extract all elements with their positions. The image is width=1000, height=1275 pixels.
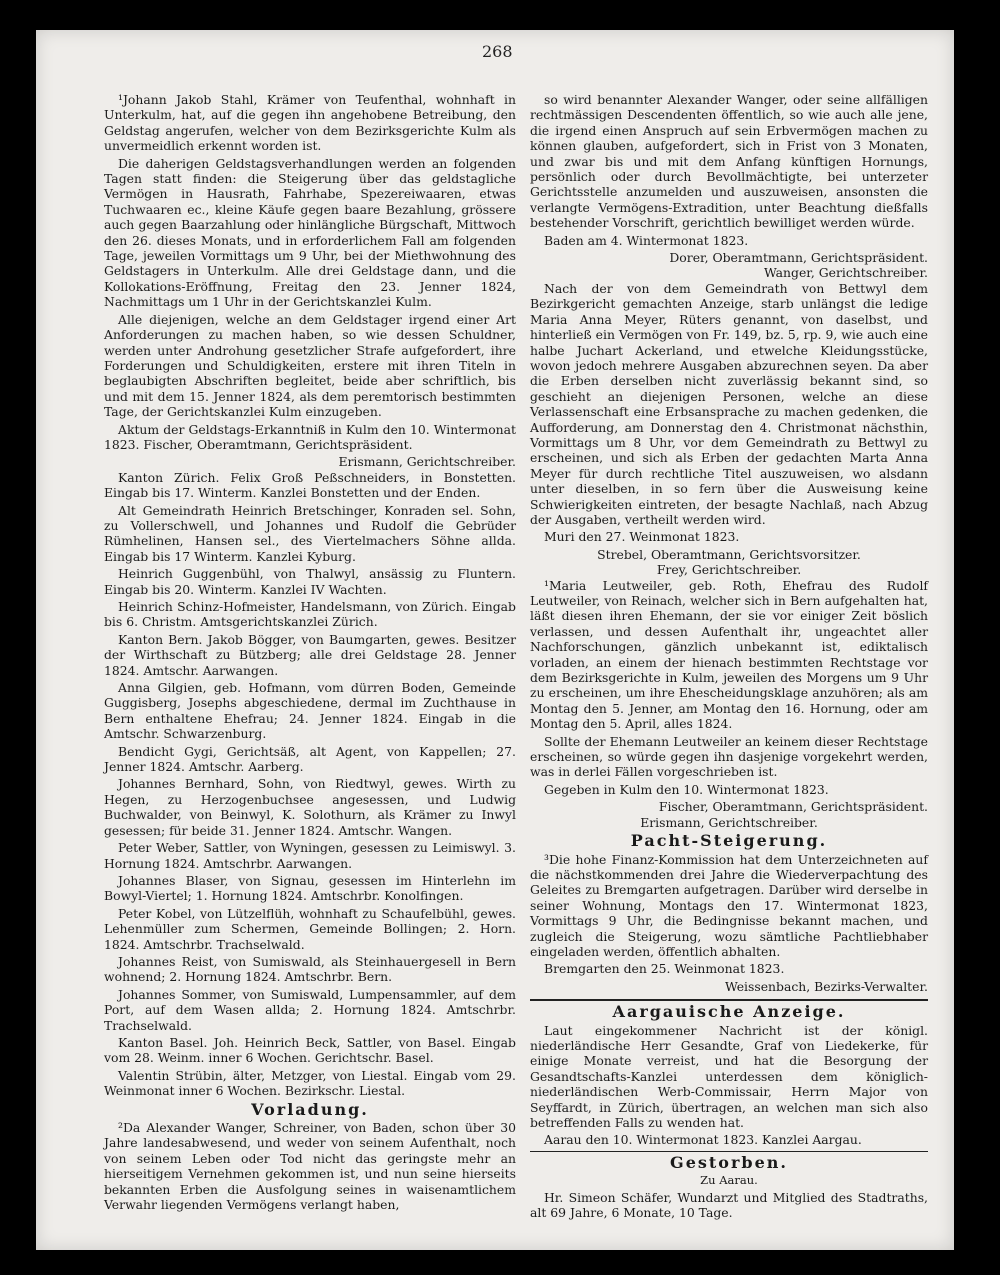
text-paragraph: Johannes Sommer, von Sumiswald, Lumpensammler, auf dem Port, auf dem Wasen allda; 2. Hornung 1824. Amtschrbr. Trachselwald. <box>104 986 516 1033</box>
section-heading: Vorladung. <box>251 1099 369 1119</box>
text-paragraph: Muri den 27. Weinmonat 1823. <box>544 529 740 545</box>
section-subheading: Zu Aarau. <box>700 1173 758 1188</box>
right-column <box>530 92 928 1221</box>
text-paragraph: Nach der von dem Gemeindrath von Bettwyl dem Bezirkgericht gemachten Anzeige, starb unlängst die ledige Maria Anna Meyer, Rüters genannt, von daselbst, und hinterließ ein Vermögen von Fr. 149, bz. 5, rp. 9, wie auch eine halbe Juchart Ackerland, und etwelche Kleidungsstücke, wovon jedoch mehrere Ausgaben abzurechnen seyen. Da aber die Erben derselben nicht zuverlässig bekannt sind, so geschieht an diejenigen Personen, welche an diese Verlassenschaft eine Erbsansprache zu machen gedenken, die Aufforderung, am Donnerstag den 4. Christmonat nächsthin, Vormittags um 8 Uhr, vor dem Gemeindrath zu Bettwyl zu erscheinen, und sich als Erben der gedachten Marta Anna Meyer für durch rechtliche Titel auszuweisen, wo alsdann unter dieselben, in so fern über die Ausweisung keine Schwierigkeiten eintreten, der besagte Nachlaß, nach Abzug der Ausgaben, vertheilt werden wird. <box>530 280 928 527</box>
text-paragraph: Aarau den 10. Wintermonat 1823. Kanzlei Aargau. <box>544 1132 862 1148</box>
section-divider <box>530 1151 928 1152</box>
section-divider <box>530 999 928 1001</box>
section-heading: Gestorben. <box>670 1152 788 1172</box>
signature-line: Strebel, Oberamtmann, Gerichtsvorsitzer. <box>597 546 861 562</box>
text-paragraph: Johannes Reist, von Sumiswald, als Steinhauergesell in Bern wohnend; 2. Hornung 1824. Amtschrbr. Bern. <box>104 953 516 985</box>
text-paragraph: ¹Johann Jakob Stahl, Krämer von Teufenthal, wohnhaft in Unterkulm, hat, auf die gegen ihn angehobene Betreibung, den Geldstag angerufen, welcher von dem Bezirksgerichte Kulm als unvermeidlich erkennt worden ist. <box>104 92 516 154</box>
page-number: 268 <box>482 42 513 61</box>
text-paragraph: Johannes Blaser, von Signau, gesessen im Hinterlehn im Bowyl-Viertel; 1. Hornung 1824. Amtschrbr. Konolfingen. <box>104 872 516 904</box>
text-paragraph: Gegeben in Kulm den 10. Wintermonat 1823. <box>544 781 829 797</box>
text-paragraph: Alt Gemeindrath Heinrich Bretschinger, Konraden sel. Sohn, zu Vollerschwell, und Johannes und Rudolf die Gebrüder Rümhelinen, Hansen sel., des Viertelmachers Söhne allda. Eingab bis 17 Winterm. Kanzlei Kyburg. <box>104 502 516 564</box>
text-paragraph: Die daherigen Geldstagsverhandlungen werden an folgenden Tagen statt finden: die Steigerung über das geldstagliche Vermögen in Hausrath, Fahrhabe, Spezereiwaaren, etwas Tuchwaaren ec., kleine Käufe gegen baare Bezahlung, grössere auch gegen Baarzahlung oder hinlängliche Bürgschaft, Mittwoch den 26. dieses Monats, und in erforderlichem Fall am folgenden Tage, jeweilen Vormittags um 9 Uhr, bei der Miethwohnung des Geldstagers in Unterkulm. Alle drei Geldstage dann, und die Kollokations-Eröffnung, Freitag den 23. Jenner 1824, Nachmittags um 1 Uhr in der Gerichtskanzlei Kulm. <box>104 155 516 310</box>
text-paragraph: Kanton Bern. Jakob Bögger, von Baumgarten, gewes. Besitzer der Wirthschaft zu Bützberg; alle drei Geldstage 28. Jenner 1824. Amtschr. Aarwangen. <box>104 631 516 678</box>
signature-line: Erismann, Gerichtschreiber. <box>338 454 516 470</box>
text-paragraph: ²Da Alexander Wanger, Schreiner, von Baden, schon über 30 Jahre landesabwesend, und weder von seinem Aufenthalt, noch von seinem Leben oder Tod nicht das geringste mehr an hierseitigem Vernehmen gekommen ist, und nun seine hierseits bekannten Erben die Ausfolgung seines in waisenamtlichem Verwahr liegenden Vermögens verlangt haben, <box>104 1120 516 1213</box>
text-paragraph: so wird benannter Alexander Wanger, oder seine allfälligen rechtmässigen Descendenten öffentlich, so wie auch alle jene, die irgend einen Anspruch auf sein Erbvermögen machen zu können glauben, aufgefordert, sich in Frist von 3 Monaten, und zwar bis und mit dem Anfang künftigen Hornungs, persönlich oder durch Bevollmächtigte, bei unterzeter Gerichtsstelle anzumelden und auszuweisen, ansonsten die verlangte Vermögens-Extradition, unter Beachtung dießfalls bestehender Vorschrift, gerichtlich bewilliget werden würde. <box>530 92 928 231</box>
signature-line: Fischer, Oberamtmann, Gerichtspräsident. <box>658 799 928 815</box>
text-paragraph: Sollte der Ehemann Leutweiler an keinem dieser Rechtstage erscheinen, so würde gegen ihn dasjenige vorgekehrt werden, was in derlei Fällen vorgeschrieben ist. <box>530 733 928 780</box>
left-column <box>104 92 516 1213</box>
signature-line: Erismann, Gerichtschreiber. <box>640 814 818 830</box>
text-paragraph: Peter Kobel, von Lützelflüh, wohnhaft zu Schaufelbühl, gewes. Lehenmüller zum Schermen, Gemeinde Bollingen; 2. Horn. 1824. Amtschrbr. Trachselwald. <box>104 905 516 952</box>
text-paragraph: Hr. Simeon Schäfer, Wundarzt und Mitglied des Stadtraths, alt 69 Jahre, 6 Monate, 10 Tage. <box>530 1189 928 1221</box>
text-paragraph: ³Die hohe Finanz-Kommission hat dem Unterzeichneten auf die nächstkommenden drei Jahre die Wiederverpachtung des Geleites zu Bremgarten aufgetragen. Darüber wird derselbe in seiner Wohnung, Montags den 17. Wintermonat 1823, Vormittags 9 Uhr, die Bedingnisse bekannt machen, und zugleich die Steigerung, wozu sämtliche Pachtliebhaber eingeladen werden, öffentlich abhalten. <box>530 851 928 959</box>
text-paragraph: Alle diejenigen, welche an dem Geldstager irgend einer Art Anforderungen zu machen haben, so wie dessen Schuldner, werden unter Androhung gesetzlicher Strafe aufgefordert, ihre Forderungen und Schuldigkeiten, erstere mit ihren Titeln in beglaubigten Abschriften begleitet, beide aber schriftlich, bis und mit dem 15. Jenner 1824, als dem peremtorisch bestimmten Tage, der Gerichtskanzlei Kulm einzugeben. <box>104 311 516 420</box>
text-paragraph: Valentin Strübin, älter, Metzger, von Liestal. Eingab vom 29. Weinmonat inner 6 Wochen. Bezirkschr. Liestal. <box>104 1067 516 1099</box>
section-heading: Pacht-Steigerung. <box>630 831 828 851</box>
text-paragraph: Bremgarten den 25. Weinmonat 1823. <box>544 961 785 977</box>
text-paragraph: Heinrich Guggenbühl, von Thalwyl, ansässig zu Fluntern. Eingab bis 20. Winterm. Kanzlei IV Wachten. <box>104 566 516 597</box>
text-paragraph: Aktum der Geldstags-Erkanntniß in Kulm den 10. Wintermonat 1823. Fischer, Oberamtmann, Gerichtspräsident. <box>104 421 516 452</box>
text-paragraph: Laut eingekommener Nachricht ist der königl. niederländische Herr Gesandte, Graf von Liedekerke, für einige Monate verreist, und hat die Besorgung der Gesandtschafts-Kanzlei unterdessen dem königlich-niederländischen Werb-Commissair, Herrn Major von Seyffardt, in Zürich, übertragen, an welchen man sich also betreffenden Falls zu wenden hat. <box>530 1022 928 1130</box>
text-paragraph: Kanton Zürich. Felix Groß Peßschneiders, in Bonstetten. Eingab bis 17. Winterm. Kanzlei Bonstetten und der Enden. <box>104 469 516 501</box>
text-paragraph: Kanton Basel. Joh. Heinrich Beck, Sattler, von Basel. Eingab vom 28. Weinm. inner 6 Wochen. Gerichtschr. Basel. <box>104 1034 516 1066</box>
section-heading: Aargauische Anzeige. <box>612 1002 846 1022</box>
signature-line: Wanger, Gerichtschreiber. <box>763 265 928 281</box>
signature-line: Weissenbach, Bezirks-Verwalter. <box>724 978 928 994</box>
text-paragraph: Anna Gilgien, geb. Hofmann, vom dürren Boden, Gemeinde Guggisberg, Josephs abgeschiedene, dermal im Zuchthause in Bern enthaltene Ehefrau; 24. Jenner 1824. Eingab in die Amtschr. Schwarzenburg. <box>104 680 516 742</box>
signature-line: Dorer, Oberamtmann, Gerichtspräsident. <box>669 250 928 266</box>
text-paragraph: Bendicht Gygi, Gerichtsäß, alt Agent, von Kappellen; 27. Jenner 1824. Amtschr. Aarberg. <box>104 743 516 775</box>
text-paragraph: Peter Weber, Sattler, von Wyningen, gesessen zu Leimiswyl. 3. Hornung 1824. Amtschrbr. Aarwangen. <box>104 840 516 871</box>
text-paragraph: Johannes Bernhard, Sohn, von Riedtwyl, gewes. Wirth zu Hegen, zu Herzogenbuchsee angesessen, und Ludwig Buchwalder, von Beinwyl, K. Solothurn, als Krämer zu Inwyl gesessen; für beide 31. Jenner 1824. Amtschr. Wangen. <box>104 776 516 838</box>
signature-line: Frey, Gerichtschreiber. <box>656 562 802 578</box>
text-paragraph: Heinrich Schinz-Hofmeister, Handelsmann, von Zürich. Eingab bis 6. Christm. Amtsgerichtskanzlei Zürich. <box>104 599 516 630</box>
text-paragraph: Baden am 4. Wintermonat 1823. <box>544 232 749 248</box>
text-paragraph: ¹Maria Leutweiler, geb. Roth, Ehefrau des Rudolf Leutweiler, von Reinach, welcher sich in Bern aufgehalten hat, läßt diesen ihren Ehemann, der sie vor einiger Zeit böslich verlassen, und dessen Aufenthalt ihr, ungeachtet aller Nachforschungen, gänzlich unbekannt ist, ediktalisch vorladen, an einem der hienach bestimmten Rechtstage vor dem Bezirksgerichte in Kulm, jeweilen des Morgens um 9 Uhr zu erscheinen, um ihre Ehescheidungsklage anzuhören; als am Montag den 5. Jenner, am Montag den 16. Hornung, oder am Montag den 5. April, alles 1824. <box>530 577 928 732</box>
